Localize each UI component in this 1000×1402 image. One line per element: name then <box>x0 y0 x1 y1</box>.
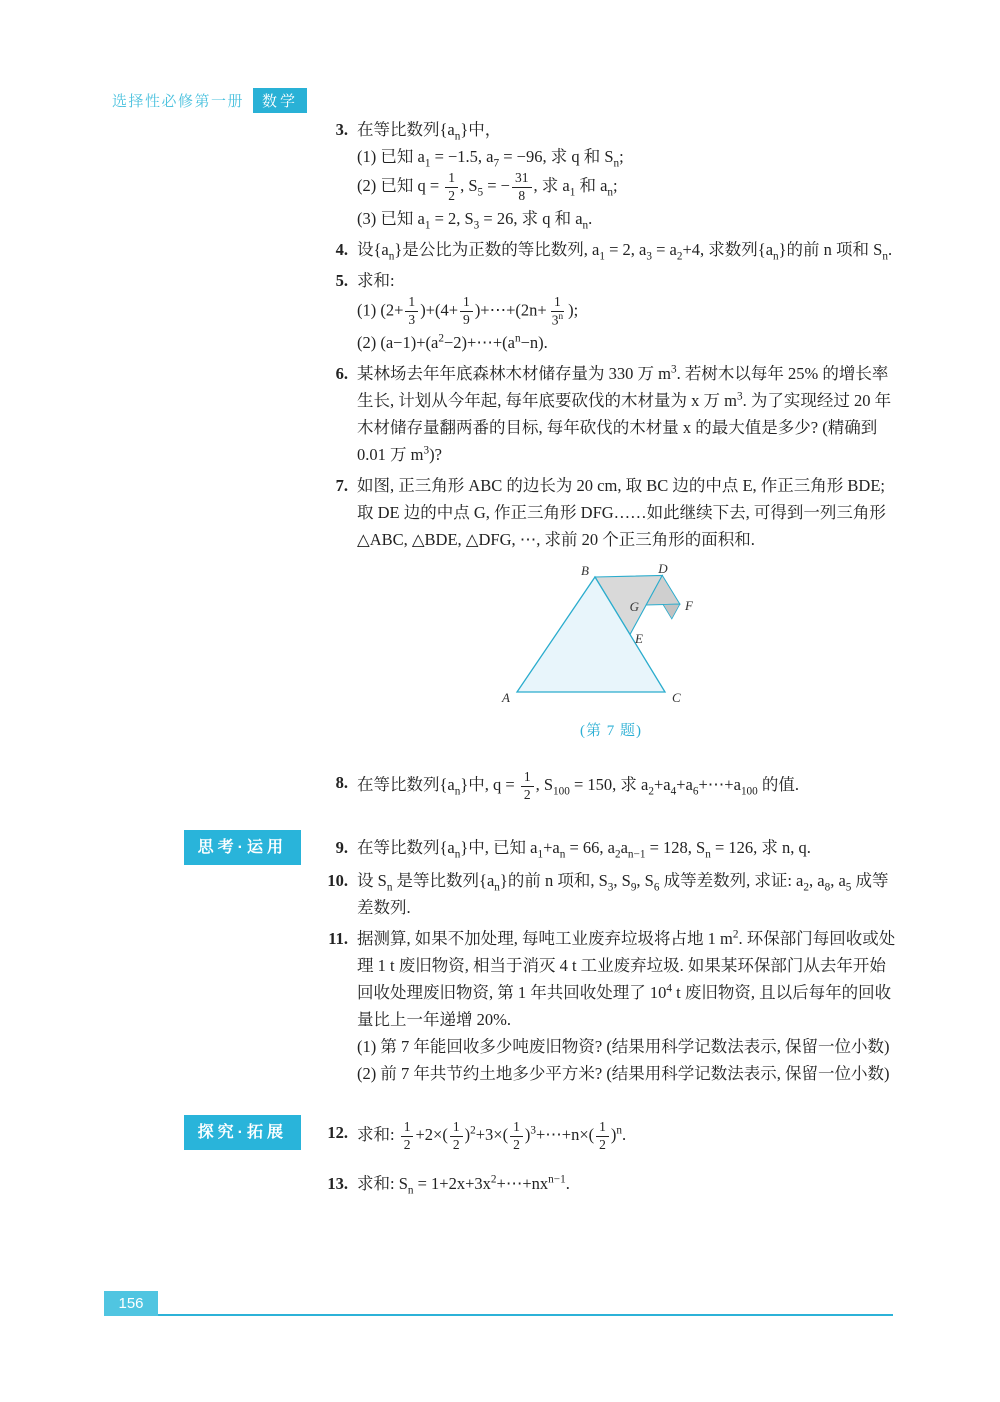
problem-body <box>357 360 900 468</box>
footer-rule <box>158 1314 893 1316</box>
vertex-label-e: E <box>635 631 643 647</box>
page-header <box>112 88 307 113</box>
problem-subitem: (1) (2+ $\frac{1}{3}$ )+(4+ $\frac{1}{9}$ )+⋯+(2n+ $\frac{1}{3^n}$ ); <box>357 293 579 328</box>
vertex-label-f: F <box>685 598 693 614</box>
problem-subitem: (2) $(a-1)+(a^2-2)+\cdots+(a^n-n)$. <box>357 332 548 353</box>
problem-text: 求和: $S_n$ = $1+2x+3x^2+\cdots+nx^{n-1}$. <box>357 1173 570 1197</box>
problem-text: 求和: $\frac{1}{2}$ +2×( $\frac{1}{2}$ )$^2$+3×( $\frac{1}{2}$ )$^3$+⋯+n×( $\frac{1}{2}$ )$^n$. <box>357 1118 627 1152</box>
problem-body <box>357 267 900 356</box>
problem-body <box>357 236 900 263</box>
problem-subitem: (1) 第 7 年能回收多少吨废旧物资? (结果用科学记数法表示, 保留一位小数) <box>357 1036 890 1056</box>
vertex-label-b: B <box>581 563 589 579</box>
vertex-label-g: G <box>629 599 639 615</box>
problem-text: 设 $S_n$ 是等比数列$\{a_n\}$的前 n 项和, $S_3$, $S_9$, $S_6$ 成等差数列, 求证: $a_2$, $a_8$, $a_5$ 成等差数列. <box>357 870 889 917</box>
page-number: 156 <box>104 1291 158 1316</box>
problem-text: 在等比数列$\{a_n\}$中, 已知 $a_1+a_n = 66$, $a_2a_{n-1} = 128$, $S_n = 126$, 求 n, q. <box>357 837 811 861</box>
vertex-label-d: D <box>658 563 668 577</box>
problem-text: 在等比数列$\{a_n\}$中， <box>357 120 502 143</box>
problem-text: 求和: <box>357 270 395 290</box>
problem-body <box>357 769 900 804</box>
section-label-think-apply: 思考·运用 <box>184 830 301 865</box>
problem-body <box>357 1119 900 1154</box>
nested-triangles-diagram <box>497 563 725 713</box>
problem-11 <box>318 925 900 1087</box>
problem-number: 10. <box>327 870 348 890</box>
problem-text: 设$\{a_n\}$是公比为正数的等比数列, $a_1 = 2$, $a_3 = a_2+4$, 求数列$\{a_n\}$的前 n 项和 $S_n$. <box>357 239 893 263</box>
problem-number: 9. <box>335 837 348 857</box>
section-label-explore-extend: 探究·拓展 <box>184 1115 301 1150</box>
figure-caption: (第 7 题) <box>580 723 642 740</box>
problem-body <box>357 834 900 861</box>
book-series-title: 选择性必修第一册 <box>112 93 245 110</box>
problem-number: 3. <box>335 120 348 139</box>
problem-subitem: (3) 已知 $a_1 = 2$, $S_3 = 26$, 求 q 和 $a_n$. <box>357 208 593 232</box>
problem-body <box>357 867 900 921</box>
problem-3 <box>318 116 900 232</box>
problem-body <box>357 1170 900 1197</box>
problem-8 <box>318 769 900 804</box>
problem-4 <box>318 236 900 263</box>
problem-number: 8. <box>335 773 348 793</box>
problem-number: 13. <box>327 1173 348 1193</box>
problem-13 <box>318 1170 900 1197</box>
problem-body <box>357 472 900 749</box>
vertex-label-a: A <box>502 690 510 706</box>
problem-6 <box>318 360 900 468</box>
subject-badge: 数学 <box>253 88 307 113</box>
problem-subitem: (1) 已知 $a_1 = -1.5$, $a_7 = -96$, 求 q 和 $S_n$; <box>357 147 624 170</box>
problem-12 <box>197 1118 900 1154</box>
problem-number: 7. <box>335 476 348 496</box>
triangle-next-iteration <box>663 604 680 619</box>
problem-number: 11. <box>328 928 348 948</box>
problem-subitem: (2) 已知 q = $\frac{1}{2}$ , $S_5$ = − $\frac{31}{8}$ , 求 $a_1$ 和 $a_n$; <box>357 170 618 203</box>
vertex-label-c: C <box>672 690 681 706</box>
problem-number: 12. <box>327 1122 348 1142</box>
problem-number: 4. <box>335 239 348 259</box>
problem-7-figure <box>497 563 725 745</box>
problem-text: 如图, 正三角形 ABC 的边长为 20 cm, 取 BC 边的中点 E, 作正三角形 BDE; 取 DE 边的中点 G, 作正三角形 DFG……如此继续下去, 可得到一列三角形△ABC, △BDE, △DFG, ⋯, 求前 20 个正三角形的面积和. <box>357 476 886 550</box>
exercise-content <box>197 116 900 1201</box>
problem-5 <box>318 267 900 356</box>
problem-text: 据测算, 如果不加处理, 每吨工业废弃垃圾将占地 1 $m^2$. 环保部门每回收或处理 1 t 废旧物资, 相当于消灭 4 t 工业废弃垃圾. 如果某环保部门从去年开始回收处理废旧物资, 第 1 年共回收处理了 $10^4$ t 废旧物资, 且以后每年的回收量比上一年递增 20%. <box>357 928 896 1029</box>
problem-text: 在等比数列$\{a_n\}$中, q = $\frac{1}{2}$ , $S_{100} = 150$, 求 $a_2+a_4+a_6+\cdots+a_{100}$ 的值. <box>357 769 800 803</box>
problem-number: 6. <box>335 364 348 384</box>
problem-10 <box>318 867 900 921</box>
problem-9 <box>197 834 900 861</box>
problem-text: 某林场去年年底森林木材储存量为 330 万 $m^3$. 若树木以每年 25% 的增长率生长, 计划从今年起, 每年底要砍伐的木材量为 x 万 $m^3$. 为了实现经过 20 年木材储存量翻两番的目标, 每年砍伐的木材量 x 的最大值是多少? (精确到 0.01 万 $m^3$)? <box>357 363 892 465</box>
problem-number: 5. <box>335 270 348 290</box>
problem-body <box>357 116 900 232</box>
problem-7 <box>318 472 900 749</box>
problem-subitem: (2) 前 7 年共节约土地多少平方米? (结果用科学记数法表示, 保留一位小数) <box>357 1063 890 1083</box>
problem-body <box>357 925 900 1087</box>
